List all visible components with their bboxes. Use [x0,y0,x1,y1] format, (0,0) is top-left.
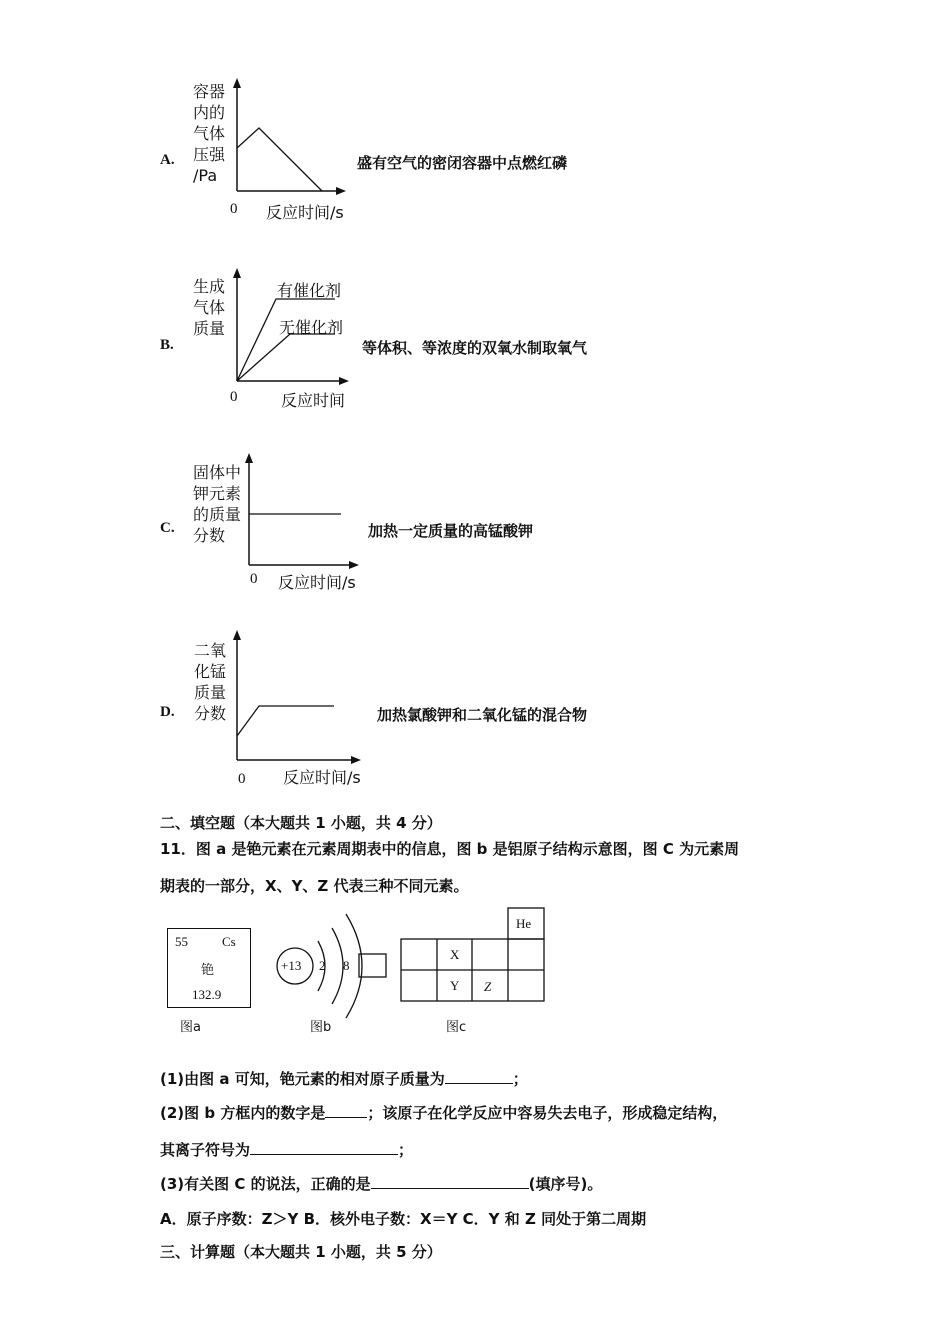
option-d-y-axis-label: 二氧 化锰 质量 分数 [194,641,227,723]
option-d-letter: D. [160,704,175,720]
sub-question-3-end: (填序号)。 [528,1175,603,1193]
figure-c-z: Z [484,979,492,994]
option-b-x-axis-label: 反应时间 [281,391,346,410]
figure-a-symbol: Cs [222,934,236,949]
option-b-catalyst-label: 有催化剂 [277,281,342,300]
option-b-y-axis-label: 生成 气体 质量 [193,277,226,338]
option-a-y-axis-label: 容器 内的 气体 压强 /Pa [193,82,226,185]
option-a-x-axis-label: 反应时间/s [266,203,344,222]
sub-question-1-end: ； [512,1070,528,1088]
option-c-x-axis-label: 反应时间/s [278,573,356,592]
figure-a-element-name: 铯 [201,963,215,978]
answer-blank-1[interactable] [445,1069,513,1084]
answer-choices: A．原子序数：Z＞Y B．核外电子数：X＝Y C．Y 和 Z 同处于第二周期 [160,1210,647,1228]
figure-a-caption: 图a [180,1020,201,1035]
sub-question-1-text: (1)由图 a 可知，铯元素的相对原子质量为 [160,1070,445,1088]
sub-question-3 [160,1173,602,1194]
figure-b-shell-2-count: 8 [343,958,350,973]
option-c-origin: 0 [250,571,258,587]
option-a-description: 盛有空气的密闭容器中点燃红磷 [357,154,568,172]
figure-b-caption: 图b [310,1020,332,1035]
option-b-description: 等体积、等浓度的双氧水制取氧气 [362,339,588,357]
question-11-line-2: 期表的一部分，X、Y、Z 代表三种不同元素。 [160,877,469,895]
figure-a-atomic-mass: 132.9 [192,987,222,1002]
question-11-line-1: 11．图 a 是铯元素在元素周期表中的信息，图 b 是铝原子结构示意图，图 C 为元素周 [160,840,740,858]
sub-question-2-mid: ；该原子在化学反应中容易失去电子，形成稳定结构， [367,1104,728,1122]
sub-question-2b [160,1139,413,1160]
figure-c-he: He [516,916,532,931]
figure-b-nucleus-charge: +13 [281,958,302,973]
sub-question-2-text: (2)图 b 方框内的数字是 [160,1104,326,1122]
option-a-origin: 0 [230,201,238,217]
figure-c-caption: 图c [446,1020,467,1035]
sub-question-2 [160,1102,727,1123]
figure-b-shell-1-count: 2 [319,958,326,973]
option-c-description: 加热一定质量的高锰酸钾 [368,522,534,540]
section-2-heading: 二、填空题（本大题共 1 小题，共 4 分） [160,814,442,832]
sub-question-2b-text: 其离子符号为 [160,1141,251,1159]
sub-question-3-text: (3)有关图 C 的说法，正确的是 [160,1175,371,1193]
figure-a-atomic-number: 55 [175,934,188,949]
option-d-description: 加热氯酸钾和二氧化锰的混合物 [377,706,588,724]
answer-blank-3[interactable] [250,1140,398,1155]
option-c-letter: C. [160,520,175,536]
option-b-origin: 0 [230,389,238,405]
option-b-letter: B. [160,337,174,353]
figure-c-x: X [450,947,460,962]
figure-c-y: Y [450,978,460,993]
answer-blank-4[interactable] [371,1174,529,1189]
option-d-origin: 0 [238,771,246,787]
section-3-heading: 三、计算题（本大题共 1 小题，共 5 分） [160,1243,442,1261]
option-d-x-axis-label: 反应时间/s [283,768,361,787]
option-b-no-catalyst-label: 无催化剂 [279,318,344,337]
option-c-y-axis-label: 固体中 钾元素 的质量 分数 [193,463,242,545]
option-a-letter: A. [160,152,175,168]
answer-blank-2[interactable] [325,1103,367,1118]
sub-question-1 [160,1068,528,1089]
sub-question-2b-end: ； [398,1141,414,1159]
